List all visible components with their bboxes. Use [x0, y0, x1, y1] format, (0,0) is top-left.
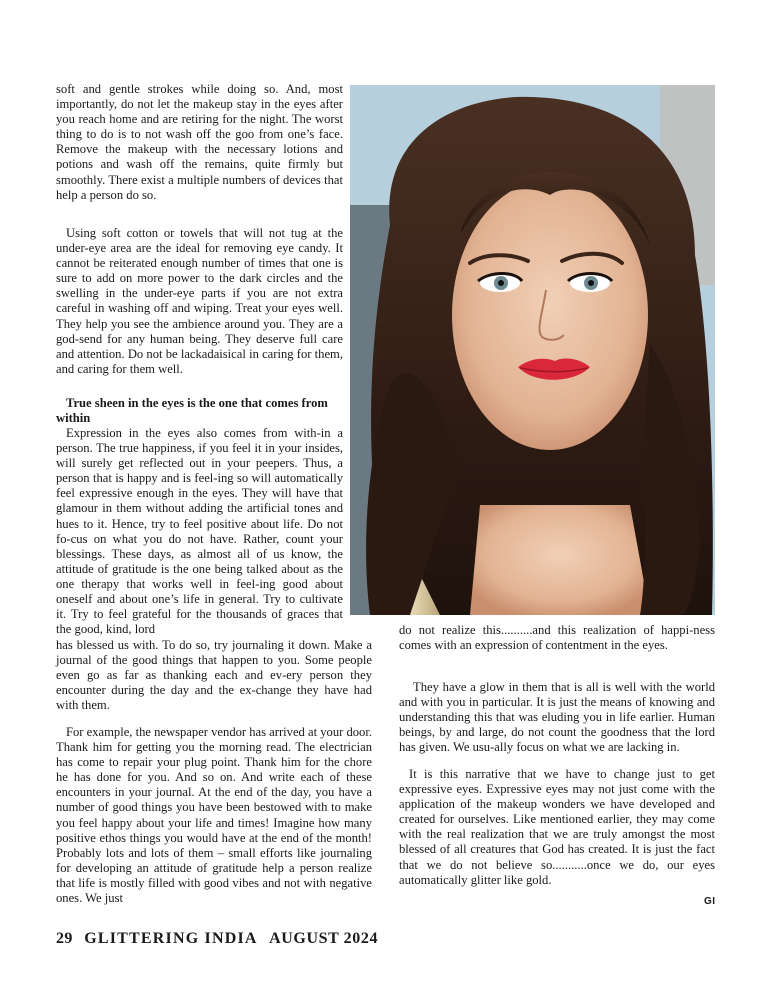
portrait-illustration: [350, 85, 715, 615]
page-footer: [56, 930, 378, 948]
right-paragraph-3: It is this narrative that we have to change just to get expressive eyes. Expressive eyes may not just come with the application of the makeup wonders we have developed and created for ourselves. Like mentioned earlier, they may come with the real realization that we are truly amongst the most blessed of all creatures that God has created. It is just the fact that we do not believe so...........once we do, our eyes automatically glitter like gold.: [399, 767, 715, 887]
right-paragraph-2: They have a glow in them that is all is well with the world and with you in particular. It is just the means of knowing and understanding this that was eluding you in life earlier. Human beings, by and large, do not count the goodness that the lord has given. We usu-ally focus on what we are lacking in.: [399, 680, 715, 755]
left-paragraph-1: soft and gentle strokes while doing so. And, most importantly, do not let the makeup stay in the eyes after you reach home and are retiring for the night. The worst thing to do is to not wash off the goo from one’s face. Remove the makeup with the necessary lotions and potions and wash off the remains, quite firmly but smoothly. There exist a multiple numbers of devices that help a person do so.: [56, 82, 343, 202]
left-paragraph-5: For example, the newspaper vendor has arrived at your door. Thank him for getting you the morning read. The electrician has come to repair your plug point. Thank him for the chore he has done for you. And so on. And write each of these encounters in your journal. At the end of the day, you have a number of good things you have been bestowed with to make you feel happy about your life and times! Imagine how many positive ethos things you would have at the end of the month! Probably lots and lots of them – small efforts like journaling for developing an attitude of gratitude help a person realize that life is mostly filled with good vibes and not with negative ones. We just: [56, 725, 373, 906]
right-paragraph-1: do not realize this..........and this realization of happi-ness comes with an expression of contentment in the eyes.: [399, 623, 715, 653]
page-number: 29: [56, 930, 73, 947]
end-mark: GI: [704, 896, 716, 907]
left-paragraph-3: Expression in the eyes also comes from with-in a person. The true happiness, if you feel it in your insides, will surely get reflected out in your peepers. Thus, a person that is happy and is feel-ing so will automatically feel expressive enough in the eyes. They will have that glamour in them without adding the artificial tones and hues to it. Hence, try to feel positive about life. Do not fo-cus on what you do not have. Rather, count your blessings. These days, as almost all of us know, the attitude of gratitude is the one being talked about as the one therapy that works well in feel-ing good about oneself and about one’s life in general. Try to cultivate it. Try to feel grateful for the thousands of graces that the good, kind, lord: [56, 426, 343, 637]
section-heading: True sheen in the eyes is the one that comes from within: [56, 396, 328, 426]
magazine-name: GLITTERING INDIA: [84, 930, 258, 947]
issue-date: AUGUST 2024: [269, 930, 379, 947]
left-paragraph-2: Using soft cotton or towels that will not tug at the under-eye area are the ideal for removing eye candy. It cannot be reiterated enough number of times that one is sure to add on more power to the dark circles and the swelling in the under-eye parts if you are not extra careful in washing off and wiping. Treat your eyes well. They help you see the ambience around you. They are a god-send for any human being. They deserve full care and attention. Do not be lackadaisical in caring for them, and caring for them well.: [56, 226, 343, 376]
left-paragraph-4: has blessed us with. To do so, try journaling it down. Make a journal of the good things that happen to you. Some people even go as far as thanking each and ev-ery person they encounter during the day and the ex-change they have had with them.: [56, 638, 372, 713]
portrait-photo: [350, 85, 715, 615]
